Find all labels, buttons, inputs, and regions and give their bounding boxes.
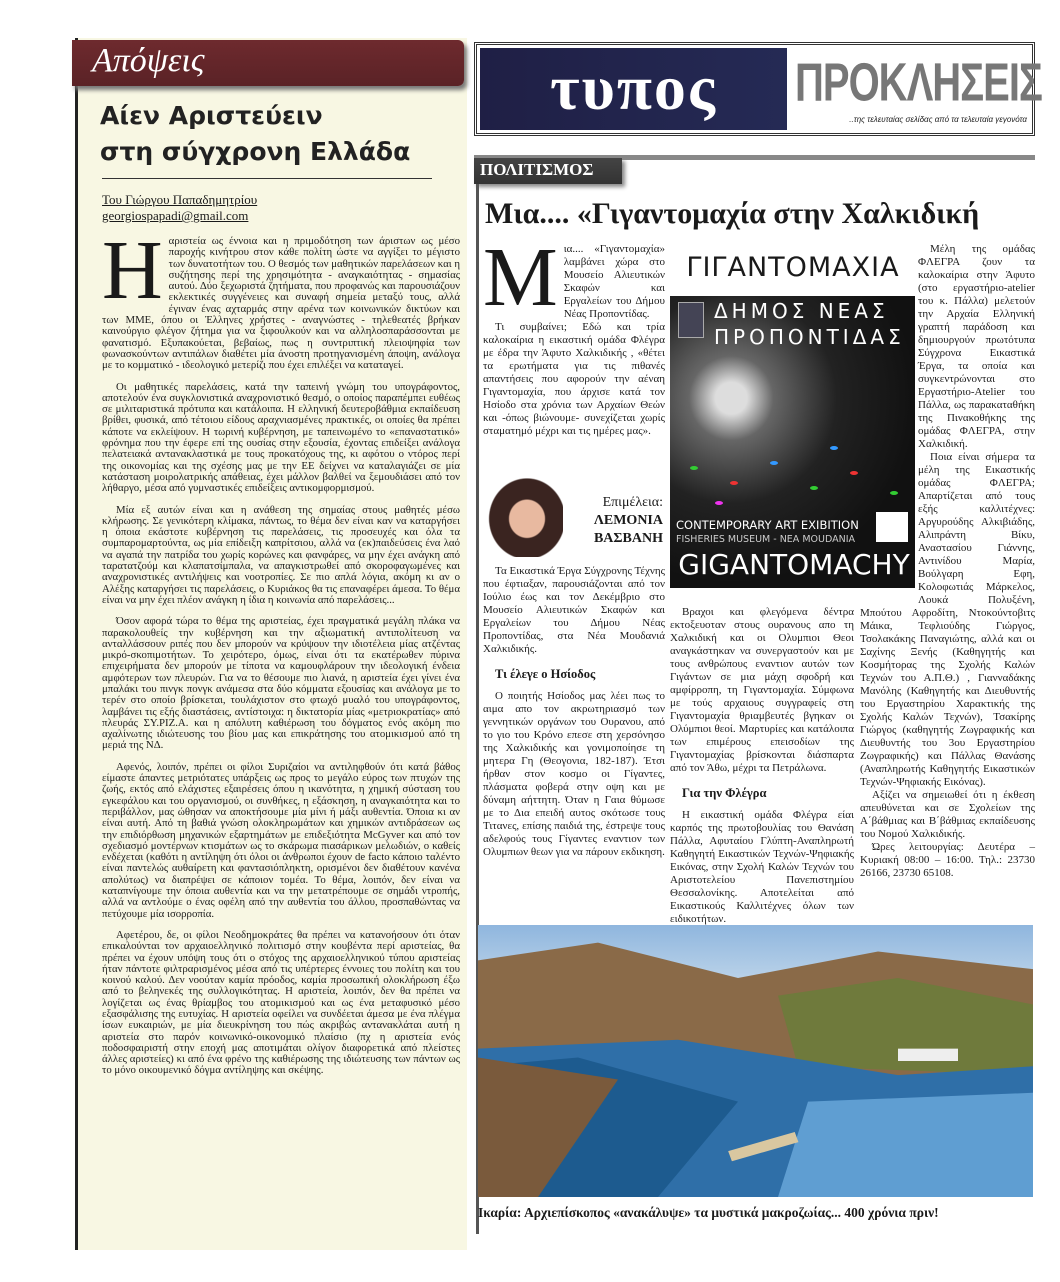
paragraph: Ώρες λειτουργίας: Δευτέρα – Κυριακή 08:00 – 16:00. Τηλ.: 23730 26166, 23730 65108.: [860, 841, 1035, 879]
paragraph-text: ια.... «Γιγαντομαχία» λαμβάνει χώρα στο Μουσείο Αλιευτικών Σκαφών και Εργαλείων του Δήμου Νέας Προποντίδας.: [563, 243, 665, 320]
masthead-logo: τυπος: [480, 48, 787, 130]
paragraph: Ποια είναι σήμερα τα μέλη της Εικαστικής ομάδας ΦΛΕΓΡΑ; Απαρτίζεται από τους εξής καλλιτέχνες: Αργυρούδης Αλκιβιάδης, Αλιπράντη Βίκυ, Αναστασίου Γιάννης, Αντινίδου Μαρία, Βούλγαρη Εφη, Κολοφωτιάς Μάρκελος, Λουκά Πολυξένη, Μπούτου Αφροδίτη, Ντοκούντοβιτς Μάικα, Τεφλιούδης Γιώργος, Τσολακάκης Παναγιώτης, αλλά και οι Σαχίνης Ξενής (Καθηγητής και Κοσμήτορας της Σχολής Καλών Τεχνών του Α.Π.Θ.) , Γιανναδάκης Μανόλης (Καθηγητής και Διευθυντής του Εργαστηρίου Χαρακτικής της Σχολής Καλών Τεχνών), Τσακίρης Γιώργος (καθηγητής Ζωγραφικής και Διευθυντής του 3ου Εργαστηρίου Ζωγραφικής) και Πάλλας Θανάσης (Αναπληρωτής Καθηγητής Εικαστικών Τεχνών-Ψηφιακής Εικόνας).: [860, 451, 1035, 788]
paragraph: Μία εξ αυτών είναι και η ανάθεση της σημαίας στους μαθητές μέσω κλήρωσης. Σε γενικότερη κλίμακα, πάντως, το θέμα δεν είναι καν να καταργήσει η όποια εκάστοτε κυβέρνηση τις παρελάσεις, τις προσευχές και όλα τα συμπαρομαρτούντα, ως μία επίδειξη καπρίτσιου, αλλά να (εκ)παιδεύσεις ένα λαό να αγαπά την πατρίδα του χωρίς κορώνες και φανφάρες, να μην έχει ανάγκη από ταρατατζούμ και κλαπατσίμπαλα, να απαγκιστρωθεί από σκοροφαγωμένες και αναχρονιστικές αντιλήψεις και νοοτροπίες. Σε πιο απλά λόγια, ακόμη κι αν ο Αλέξης καταργήσει τις παρελάσεις, ο Κυριάκος θα τις επαναφέρει άμεσα. Το θέμα είναι να μην έχει πλέον ανάγκη η ίδια η κοινωνία από παρελάσεις...: [102, 503, 460, 606]
editor-surname: ΒΑΣΒΑΝΗ: [593, 531, 663, 546]
light-spot: [715, 501, 723, 505]
paragraph: Όσον αφορά τώρα το θέμα της αριστείας, έχει πραγματικά μεγάλη πλάκα να παρακολουθείς την κυβέρνηση και την αξιωματική αντιπολίτευση να ανταλλάσσουν ριπές που δεν μπορούν να κρύψουν την ιδιοτέλεια μίας ατζέντας μικρό-σκοπιμοτήτων. Το χειρότερο, όμως, είναι ότι τα εκατέρωθεν πύρινα επιχειρήματα δεν μπορούν με τίποτα να καμουφλάρουν την ιδεολογική ένδεια αμφότερων των πλευρών. Για να το θέσουμε πιο λιανά, η αριστεία έχει γίνει ένα μπαλάκι του πινγκ πονγκ ανάμεσα στα δύο κόμματα εξουσίας και ανάλογα με το τερέν στο οποίο βρίσκεται, τουλάχιστον στο φτωχό μυαλό του υπογράφοντος, λαμβάνει τις εξής διαστάσεις, αντίστοιχα: η δικτατορία μίας «μετριοκρατίας» από πλευράς ΣΥ.ΡΙΖ.Α. και η απόλυτη καθιέρωση του δόγματος ενός ακόμη πιο αχαλίνωτης ιδιώτευσης του βίου μας και επικράτησης του ατομικισμού από τη μεριά της ΝΔ.: [102, 615, 460, 752]
section-label-opinions: Απόψεις: [72, 40, 464, 86]
paragraph: Αφενός, λοιπόν, πρέπει οι φίλοι Συριζαίοι να αντιληφθούν ότι κατά βάθος είμαστε άπαντες μετριότατες υπάρξεις ως προς το μεγάλο εύρος των πτυχών της ζωής, εκτός από ελάχιστες εξαιρέσεις όπου η ικανότητα, η χημική σύσταση του εγκεφάλου και του οργανισμού, οι συνθήκες, η εξάσκηση, η αναγκαιότητα και το περιβάλλον, μας ώθησαν να αποκτήσουμε μία μίνι ή μάξι αυθεντία. Όποια κι αν είναι αυτή. Από τη βαθιά γνώση ολοκληρωμάτων και χημικών αντιδράσεων ως την επιδιόρθωση μηχανικών εξαρτημάτων με επιδεξιότητα McGyver και από τον σχεδιασμό μοντέρνων κτισμάτων ως το σκάρωμα πιασάρικων μελωδιών, ο καθείς ενδέχεται (καθότι η αντίληψη ότι όλοι οι άνθρωποι έχουν de facto κάποιο ταλέντο είναι παντελώς αυθαίρετη και φαντασιόπληκτη, ορισμένοι δεν διαθέτουν κανένα απολύτως) να διαπρέψει σε κάποιον τομέα. Το θέμα, λοιπόν, δεν είναι να καταπνίγουμε την όποια αυθεντία και να την μετατρέπουμε σε σημάδι ντροπής, αλλά να αντλούμε ο ένας οφέλη από την αυθεντία του άλλου, προσπαθώντας να πετύχουμε μία ισορροπία.: [102, 760, 460, 920]
poster-municipality-2: ΠΡΟΠΟΝΤΙΔΑΣ: [714, 325, 905, 349]
article-column-3: [860, 243, 1035, 880]
editor-box: [483, 472, 665, 560]
opinion-title-line2: στη σύγχρονη Ελλάδα: [100, 137, 411, 166]
poster-museum-label: FISHERIES MUSEUM - NEA MOUDANIA: [676, 534, 856, 545]
paragraph: Η εικαστική ομάδα Φλέγρα είαι καρπός της πρωτοβουλίας του Θανάση Πάλλα, Αφυταίου Γλύπτη-Αναπληρωτή Καθηγητή Εικαστικών Τεχνών-Ψηφιακής Εικόνας, στην Σχολή Καλών Τεχνών του Αριστοτελείου Πανεπιστημίου Θεσσαλονίκης. Αποτελείται από Εικαστικούς Καλλιτέχνες όλων των ειδικοτήτων.: [670, 809, 854, 925]
article-column-1: [483, 231, 665, 438]
divider: [102, 178, 432, 179]
poster-municipality-1: ΔΗΜΟΣ ΝΕΑΣ: [714, 299, 889, 323]
landscape-image: [478, 925, 1033, 1197]
light-spot: [770, 461, 778, 465]
drop-cap: Η: [102, 224, 163, 317]
poster-title: ΓΙΓΑΝΤΟΜΑΧΙΑ: [686, 252, 900, 283]
photo-caption: Ικαρία: Αρχιεπίσκοπος «ανακάλυψε» τα μυστικά μακροζωίας... 400 χρόνια πριν!: [478, 1205, 939, 1220]
author: Του Γιώργου Παπαδημητρίου: [102, 192, 258, 207]
paragraph: Βραχοι και φλεγόμενα δέντρα εκτοξευοταν στους ουρανους απο τη Χαλκιδική και οι Ολυμπιοι Θεοι αναγκάστηκαν να συνεργαστούν και με τους ανθρώπους εναντιον αυτών των Γιγάντων σε μια μάχη σφοδρή και αμφίρροπη, τη Γιγαντομαχία. Σύμφωνα με τούς αρχαιους συγγραφείς στη Γιγαντομαχία θριαμβευτές βγηκαν οι Ολύμπιοι θεοί. Μαρτυρίες και κατάλοιπα των επιμέρους επεισοδίων της Γιγαντομαχίας βρίσκονται διάσπαρτα από τον Άθω, μέχρι τα Πετράλωνα.: [670, 606, 854, 774]
drop-cap: Μ: [483, 231, 558, 324]
masthead: [474, 42, 1042, 136]
masthead-section-title: ΠΡΟΚΛΗΣΕΙΣ: [795, 53, 1042, 113]
subheading: Για την Φλέγρα: [682, 786, 767, 800]
poster-wrap-spacer: [860, 243, 918, 605]
light-spot: [690, 466, 698, 470]
author-email-link[interactable]: georgiospapadi@gmail.com: [102, 208, 249, 223]
paragraph: Οι μαθητικές παρελάσεις, κατά την ταπεινή γνώμη του υπογράφοντος, αποτελούν ένα συγκλονιστικά αναχρονιστικό θεσμό, ο οποίος παραπέμπει ευθέως σε μιλιταριστικά πρότυπα και κατάλοιπα. Η ελληνική δευτεροβάθμια εκπαίδευση βρίθει, φυσικά, από τέτοιου είδους αραχνιασμένες πρακτικές, οι οποίες θα πρέπει κάποτε να εκλείψουν. Η τωρινή κυβέρνηση, με ταπεινωμένο το «επαναστατικό» φρόνημα που την έφερε επί της ουσίας στην εξουσία, έχοντας επιδείξει ανάλογα πελατειακά αντανακλαστικά με τους προκατόχους της, κι αφότου ο ντόρος περί της οικονομίας και της σχέσης μας με την ΕΕ δείχνει να καταλαγιάζει σε μία κατάσταση μοιρολατρικής απάθειας, έχει μάλλον βαλθεί να ξεμουδιάσει από τον λήθαργο, μέσα από γυμναστικές επιδείξεις αντικομφορμισμού.: [102, 380, 460, 495]
paragraph: Αφετέρου, δε, οι φίλοι Νεοδημοκράτες θα πρέπει να κατανοήσουν ότι όταν επικαλούνται τον αρχαιοελληνικό πολιτισμό στην κουβέντα περί αριστείας, θα πρέπει να έχουν υπόψη τους ότι ο στόχος της αρχαιοελληνικού τύπου αριστείας ήταν πάντοτε φιλτραρισμένος μέσα από τις υπέρτερες έννοιες του πολίτη και του κοινού καλού. Δεν νοούταν καμία πρόοδος, καμία προσωπική ολοκλήρωση έξω από το βεληνεκές της συλλογικότητας. Η αριστεία, λοιπόν, δεν θα πρέπει να λογίζεται ως ένας θρίαμβος του ατομικισμού και ως ένα μεταφυσικό μέσο εξασφάλισης της ευτυχίας. Η αριστεία οφείλει να συνδέεται άμεσα με ένα πλέγμα ίσων ευκαιριών, με μία διευκρίνηση του πώς ακριβώς αντανακλάται αυτή η αριστεία στο παρόν κοινωνικό-οικονομικό πλαίσιο (πχ η αριστεία ενός ποδοσφαιριστή στην εποχή μας αποτιμάται ολίγον διαφορετικά από πλείστες άλλες αριστείες) κι από ένα φρένο της καθιέρωσης της ιδιώτευσης των πάντων ως το μόνο οικουμενικό δόγμα αντίληψης και σκέψης.: [102, 928, 460, 1077]
ikaria-harbour-photo: [478, 925, 1033, 1197]
editor-name: ΛΕΜΟΝΙΑ: [593, 513, 663, 528]
editor-photo: [483, 472, 563, 557]
opinion-title: [100, 98, 450, 170]
opinion-body: [102, 224, 460, 1087]
subheading: Τι έλεγε ο Ησίοδος: [495, 667, 596, 681]
opinion-title-line1: Αίεν Αριστεύειν: [100, 101, 323, 130]
paragraph: Τι συμβαίνει; Εδώ και τρία καλοκαίρια η εικαστική ομάδα Φλέγρα με έδρα την Άφυτο Χαλκιδικής , «θέτει τα ερωτήματα για τις πιθανές απαντήσεις που αφορούν την αέναη Γιγαντομαχία, που άρχισε κατά τον Ησίοδο στα χρόνια των Αρχαίων Θεών και -όπως βιώνουμε- συνεχίζεται χωρίς σταματημό μέχρι και τις ημέρες μας».: [483, 321, 665, 437]
light-spot: [830, 446, 838, 450]
light-spot: [850, 471, 858, 475]
light-spot: [730, 481, 738, 485]
article-column-2: [670, 606, 854, 926]
poster-english-title: GIGANTOMACHY: [678, 548, 910, 581]
editor-label: Επιμέλεια:: [602, 495, 663, 510]
paragraph: Τα Εικαστικά Έργα Σύγχρονης Τέχνης που έφτιαξαν, παρουσιάζονται από τον Ιούλιο έως και τον Δεκέμβριο στο Μουσείο Αλιευτικών Σκαφών και Εργαλείων του Δήμου Νέας Προποντίδας, στα Νέα Μουδανιά Χαλκιδικής.: [483, 565, 665, 655]
paragraph: [102, 224, 460, 372]
paragraph: Μέλη της ομάδας ΦΛΕΓΡΑ ζουν τα καλοκαίρια στην Άφυτο (στο εργαστήριο-atelier του κ. Πάλλα) μελετούν την Αρχαία Ελληνική γραπτή παράδοση και δημιουργούν πρωτότυπα Σύγχρονα Εικαστικά Έργα, τα οποία και συγκεντρώνονται στο Εργαστήριο-Atelier του Πάλλα, ως παρακαταθήκη της Πινακοθήκης της ομάδας ΦΛΕΓΡΑ, στην Χαλκιδική.: [918, 243, 1035, 450]
municipality-emblem-icon: [678, 302, 704, 338]
paragraph-text: αριστεία ως έννοια και η πριμοδότηση των άριστων ως μέσο παροχής κινήτρου στον κάθε πολίτη ώστε να αγγίξει το μέγιστο των δυνατοτήτων του. Ο θεσμός των μαθητικών παρελάσεων και η συζήτησης περί της χρησιμότητα - αναγκαιότητας - σημασίας αυτού. Δύο ξεχωριστά ζητήματα, που προφανώς και παρουσιάζουν εκλεκτικές συγγένειες και συναφή σημεία μεταξύ τους, αλλά έγιναν ένας αχταρμάς στην αρένα των κοινωνικών δικτύων και των ΜΜΕ, όπου οι Έλληνες χρήστες - αναγνώστες - τηλεθεατές βρήκαν καινούργιο φλέγον ζήτημα για να ξιφουλκούν και να αλληλοσπαράσσονται με φανατισμό. Εξυπακούεται, βεβαίως, πως η συντριπτική πλειοψηφία των φωνασκούντων αντιπάλων διαθέτει μία άνοστη προτηγανισμένη άποψη, ανάλογα με το κομματικό - ιδεολογικό μετερίζι που έχει επιλέξει να καταταγεί.: [102, 235, 460, 372]
article-column-1b: [483, 565, 665, 859]
byline: [102, 192, 257, 224]
paragraph: [483, 231, 665, 324]
paragraph: Αξίζει να σημειωθεί ότι η έκθεση απευθύνεται και σε Σχολείων της Α΄βάθμιας και Β΄βάθμιας εκπαίδευσης του Νομού Χαλκιδικής.: [860, 789, 1035, 840]
article-headline: Μια.... «Γιγαντομαχία στην Χαλκιδική: [485, 197, 980, 230]
masthead-tagline: ..της τελευταίας σελίδας από τα τελευταία γεγονότα: [849, 115, 1027, 124]
section-label-culture: ΠΟΛΙΤΙΣΜΟΣ: [474, 158, 622, 184]
poster-exhibition-label: CONTEMPORARY ART EXIBITION: [676, 518, 859, 532]
paragraph: Ο ποιητής Ησίοδος μας λέει πως το αιμα απο τον ακρωτηριασμό των γεννητικών οργάνων του Ουρανου, από το γιο του Κρόνο επεσε στη χερσόνησο της Χαλκιδικής και γονιμοποίησε τη μητερα Γη (Θεογονια, 182-187). Έτσι ήρθαν στον κοσμο οι Γίγαντες, πλάσματα φοβερά στην οψη και με δύναμη αήττητη. Όταν η Γαια θύμωσε με το Δια επειδή αυτος σκότωσε τους Τιτανες, επίσης παιδιά της, έστρεψε τους αδελφούς τους Γίγαντες εναντιον των Ολυμπιων θεων για να πάρουν εκδικηση.: [483, 690, 665, 858]
light-spot: [810, 486, 818, 490]
